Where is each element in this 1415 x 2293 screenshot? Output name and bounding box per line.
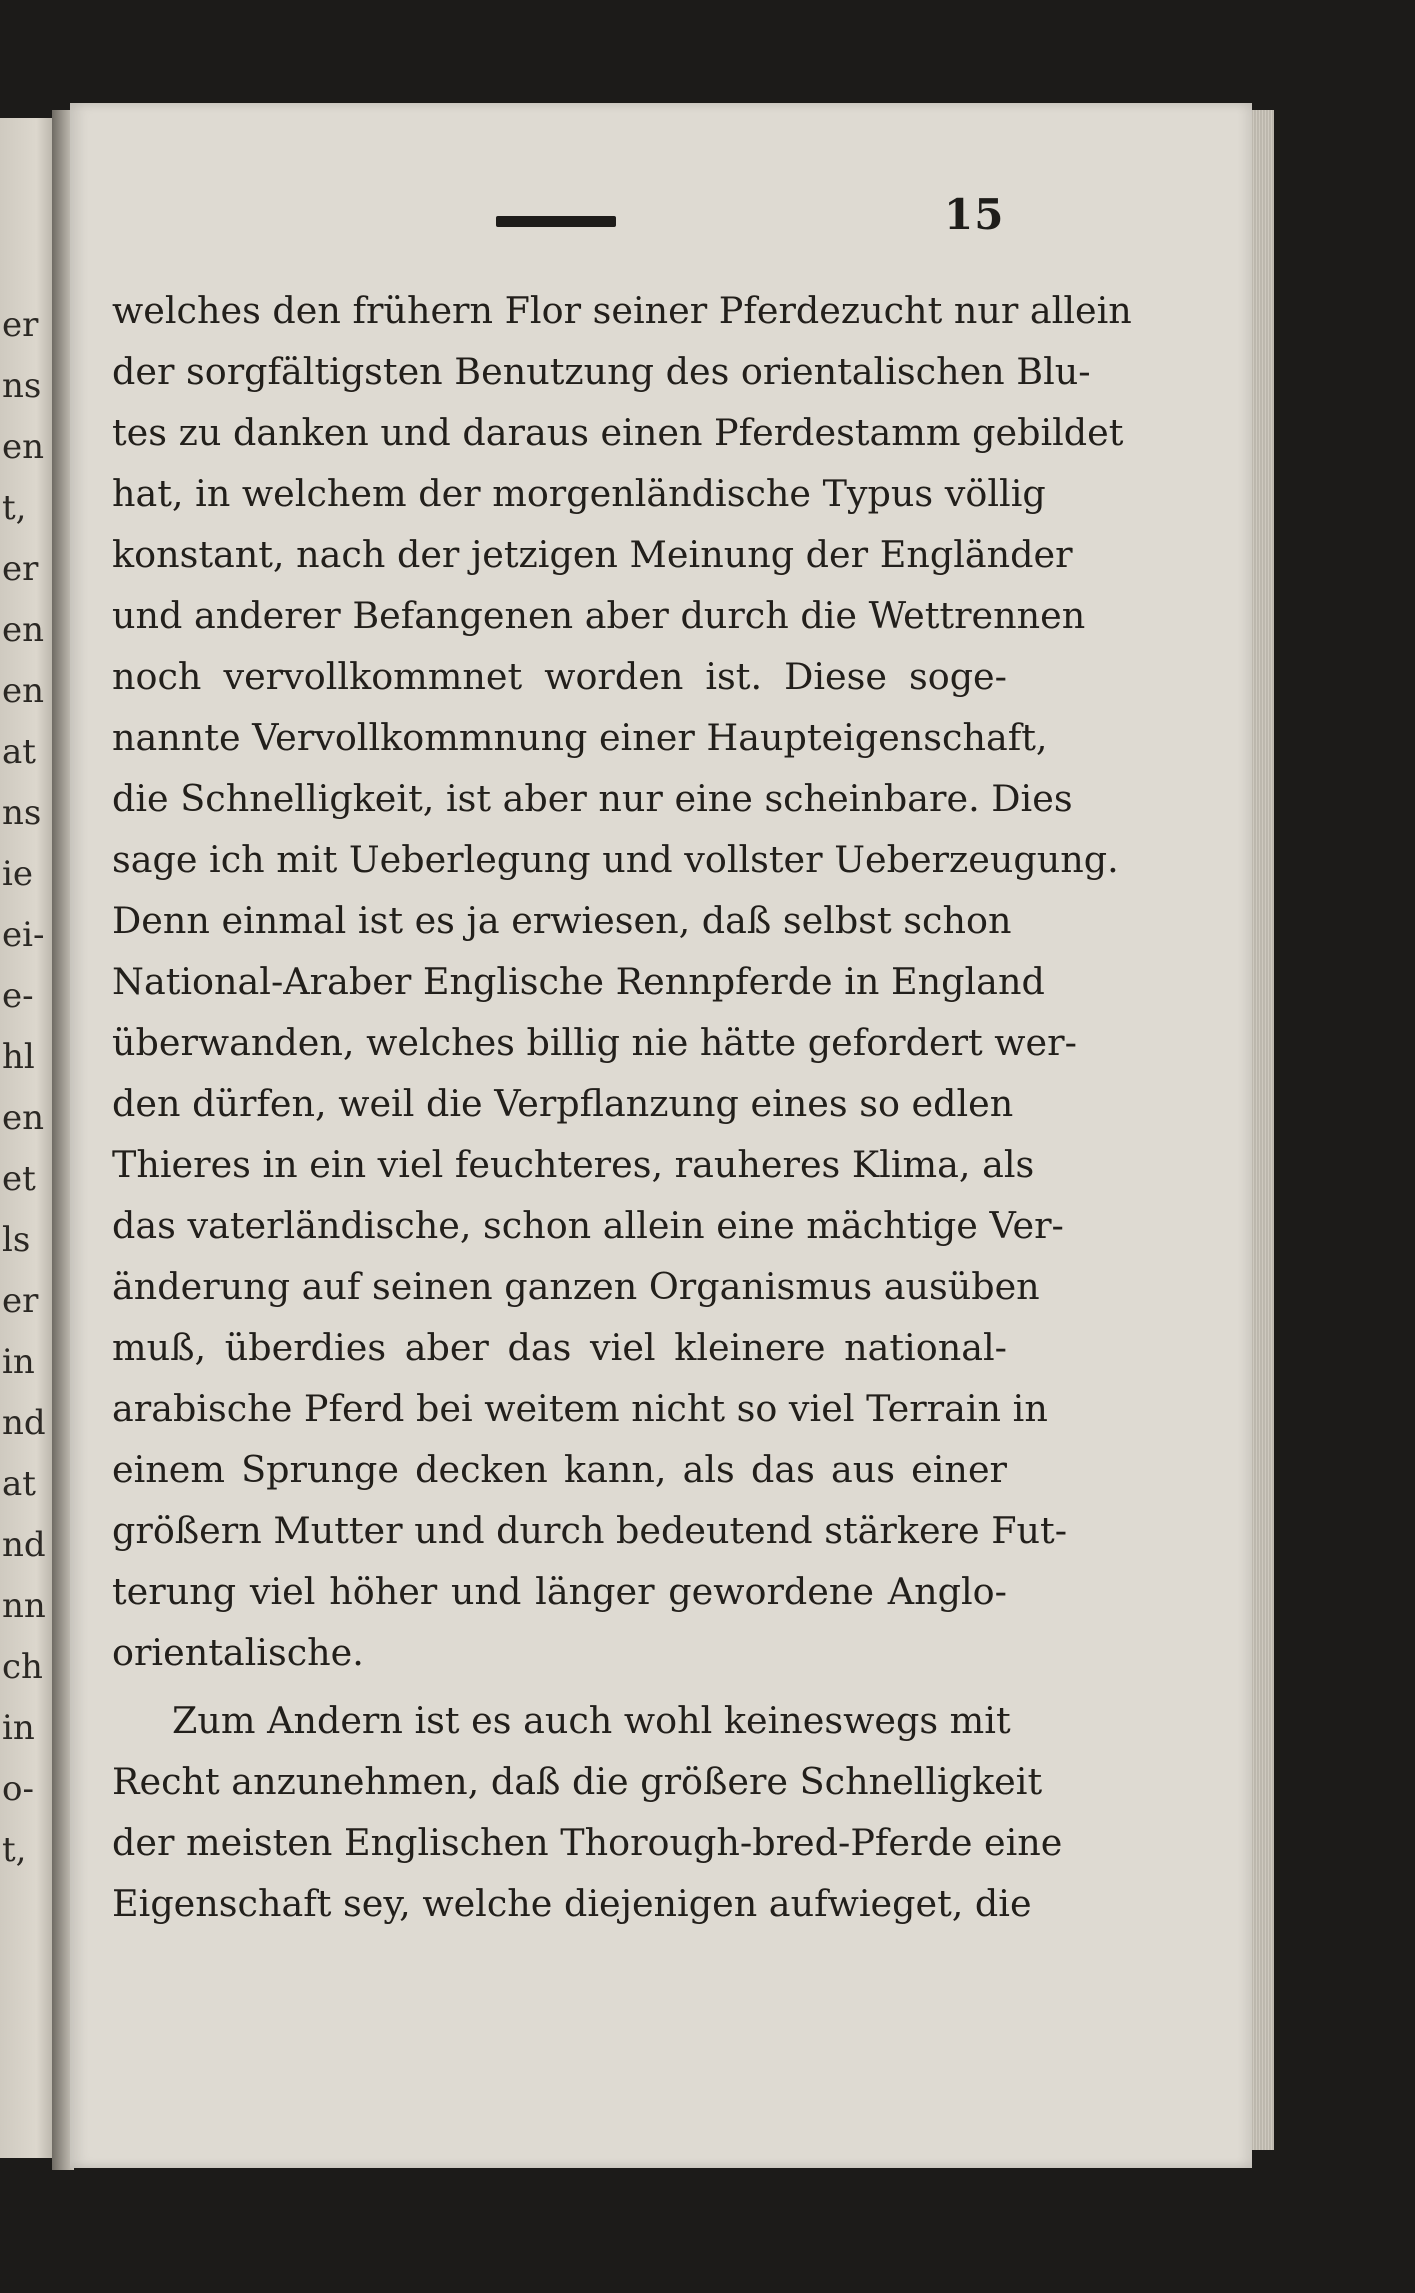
left-page-fragment: en bbox=[2, 671, 45, 711]
text-line: Recht anzunehmen, daß die größere Schnelligkeit bbox=[112, 1760, 1043, 1803]
left-page-fragment: t, bbox=[2, 1830, 27, 1870]
left-page-fragment: et bbox=[2, 1159, 36, 1199]
left-page-fragment: ns bbox=[2, 793, 42, 833]
text-line: der sorgfältigsten Benutzung des orientalischen Blu- bbox=[112, 350, 1091, 393]
text-line: National-Araber Englische Rennpferde in England bbox=[112, 960, 1045, 1003]
left-page-fragment: ei- bbox=[2, 915, 45, 955]
left-page-fragment: en bbox=[2, 610, 45, 650]
left-page-fragment: nn bbox=[2, 1586, 46, 1626]
left-page-fragment: at bbox=[2, 1464, 36, 1504]
text-line: orientalische. bbox=[112, 1631, 364, 1674]
left-page-fragment: ls bbox=[2, 1220, 31, 1260]
page-number: 15 bbox=[944, 190, 1005, 239]
left-page-fragment: hl bbox=[2, 1037, 35, 1077]
left-page-fragment: e- bbox=[2, 976, 34, 1016]
left-page-fragment: nd bbox=[2, 1525, 46, 1565]
text-line: größern Mutter und durch bedeutend stärkere Fut- bbox=[112, 1509, 1068, 1552]
text-line: den dürfen, weil die Verpflanzung eines so edlen bbox=[112, 1082, 1014, 1125]
left-page-fragment: o- bbox=[2, 1769, 34, 1809]
left-page-fragment: in bbox=[2, 1708, 35, 1748]
left-page-edge bbox=[0, 118, 52, 2158]
left-page-fragment: ch bbox=[2, 1647, 43, 1687]
running-head-rule bbox=[496, 216, 616, 227]
left-page-fragment: en bbox=[2, 1098, 45, 1138]
left-page-fragment: er bbox=[2, 305, 39, 345]
text-line: einem Sprunge decken kann, als das aus einer bbox=[112, 1448, 1007, 1491]
text-line: welches den frühern Flor seiner Pferdezucht nur allein bbox=[112, 289, 1132, 332]
paragraph-first-line: Zum Andern ist es auch wohl keineswegs mit bbox=[172, 1699, 1011, 1742]
left-page-fragment: ie bbox=[2, 854, 33, 894]
text-line: der meisten Englischen Thorough-bred-Pferde eine bbox=[112, 1821, 1063, 1864]
left-page-fragment: er bbox=[2, 1281, 39, 1321]
text-line: überwanden, welches billig nie hätte gefordert wer- bbox=[112, 1021, 1077, 1064]
left-page-fragment: at bbox=[2, 732, 36, 772]
text-line: arabische Pferd bei weitem nicht so viel Terrain in bbox=[112, 1387, 1048, 1430]
text-line: nannte Vervollkommnung einer Haupteigenschaft, bbox=[112, 716, 1048, 759]
text-line: und anderer Befangenen aber durch die Wettrennen bbox=[112, 594, 1086, 637]
text-line: noch vervollkommnet worden ist. Diese soge- bbox=[112, 655, 1007, 698]
left-page-fragment: en bbox=[2, 427, 45, 467]
text-line: Thieres in ein viel feuchteres, rauheres Klima, als bbox=[112, 1143, 1035, 1186]
left-page-fragment: in bbox=[2, 1342, 35, 1382]
text-line: änderung auf seinen ganzen Organismus ausüben bbox=[112, 1265, 1040, 1308]
text-line: die Schnelligkeit, ist aber nur eine scheinbare. Dies bbox=[112, 777, 1073, 820]
left-page-fragment: ns bbox=[2, 366, 42, 406]
text-line: das vaterländische, schon allein eine mächtige Ver- bbox=[112, 1204, 1064, 1247]
text-line: Denn einmal ist es ja erwiesen, daß selbst schon bbox=[112, 899, 1012, 942]
left-page-fragment: nd bbox=[2, 1403, 46, 1443]
text-line: terung viel höher und länger gewordene Anglo- bbox=[112, 1570, 1007, 1613]
text-line: konstant, nach der jetzigen Meinung der Engländer bbox=[112, 533, 1073, 576]
page-edges bbox=[1252, 110, 1274, 2150]
body-text bbox=[112, 280, 1132, 1934]
text-line: muß, überdies aber das viel kleinere national- bbox=[112, 1326, 1007, 1369]
left-page-fragment: t, bbox=[2, 488, 27, 528]
text-line: tes zu danken und daraus einen Pferdestamm gebildet bbox=[112, 411, 1124, 454]
left-page-fragment: er bbox=[2, 549, 39, 589]
text-line: sage ich mit Ueberlegung und vollster Ueberzeugung. bbox=[112, 838, 1119, 881]
text-line: Eigenschaft sey, welche diejenigen aufwieget, die bbox=[112, 1882, 1032, 1925]
text-line: hat, in welchem der morgenländische Typus völlig bbox=[112, 472, 1046, 515]
